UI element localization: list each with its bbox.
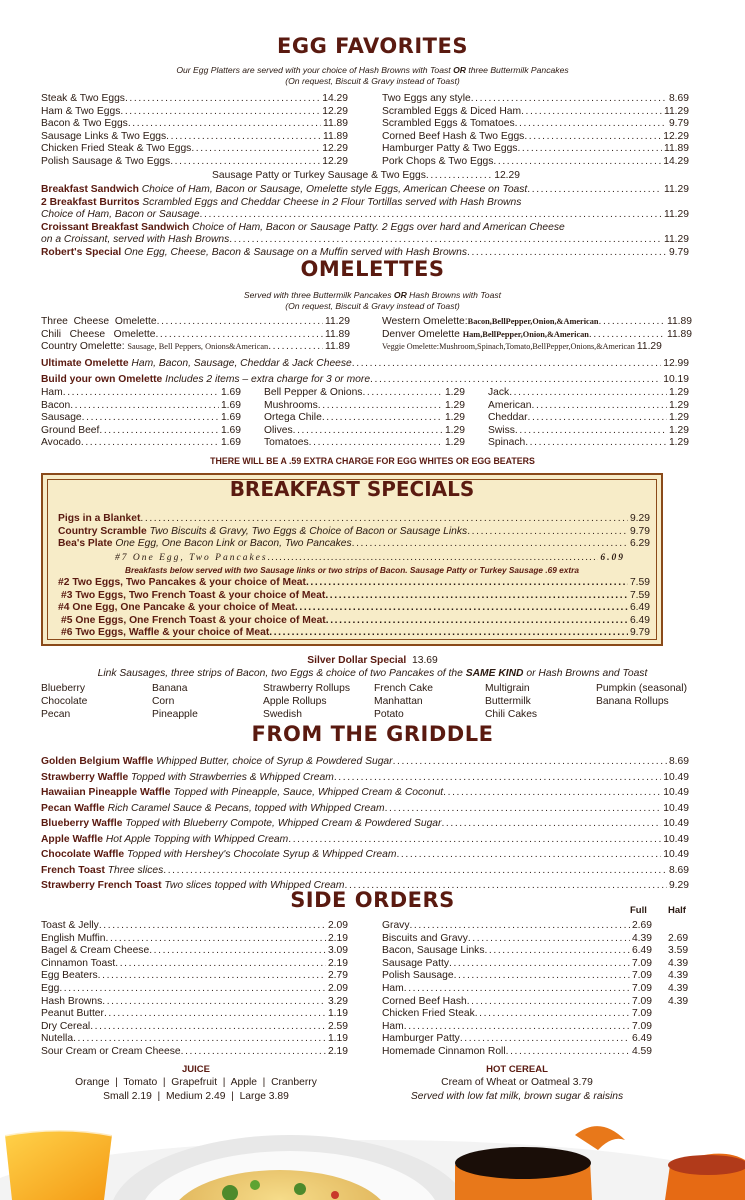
addon-col-1: Ham ..... 1.69 Bacon ..... 1.69 Sausage ..... 1.69 Ground Beef ..... 1.69 Avocado ..... 1.69 (41, 387, 241, 450)
menu-item-continued: Choice of Ham, Bacon or Sausage ..... 11.29 (41, 209, 689, 222)
egg-favorites-title: EGG FAVORITES (277, 34, 468, 58)
menu-item: Bea's Plate One Egg, One Bacon Link or Bacon, Two Pancakes ..... 6.29 (58, 538, 650, 551)
breakfast-specials-panel (41, 473, 663, 646)
food-photo-strip (0, 1105, 745, 1200)
menu-item: Hamburger Patty & Two Eggs ..... 11.89 (382, 143, 689, 156)
breakfast-photo (0, 1105, 745, 1200)
silver-dollar-heading: Silver Dollar Special 13.69 (307, 655, 438, 666)
griddle-title: FROM THE GRIDDLE (251, 722, 494, 746)
menu-item: Blueberry Waffle Topped with Blueberry Compote, Whipped Cream & Powdered Sugar ..... 10.49 (41, 816, 689, 832)
juice-flavors: Orange | Tomato | Grapefruit | Apple | Cranberry (75, 1076, 317, 1088)
menu-item: Chocolate Waffle Topped with Hershey's Chocolate Syrup & Whipped Cream ..... 10.49 (41, 847, 689, 863)
egg-white-notice: THERE WILL BE A .59 EXTRA CHARGE FOR EGG WHITES OR EGG BEATERS (210, 456, 535, 466)
menu-item: Pigs in a Blanket ..... 9.29 (58, 513, 650, 526)
pancake-flavors: Blueberry Chocolate Pecan Banana Corn Pineapple Strawberry Rollups Apple Rollups Swedish French Cake Manhattan Potato Multigrain Buttermilk Chili Cakes Pumpkin (seasonal) Banana Rollups (41, 683, 687, 720)
menu-item: #6 Two Eggs, Waffle & your choice of Meat ..... 9.79 (61, 627, 650, 640)
egg-subtitle-2: (On request, Biscuit & Gravy instead of Toast) (285, 76, 460, 86)
addon-col-2: Bell Pepper & Onions ..... 1.29 Mushrooms ..... 1.29 Ortega Chile ..... 1.29 Olives ..... 1.29 Tomatoes ..... 1.29 (264, 387, 465, 450)
juice-title: JUICE (182, 1064, 210, 1075)
menu-item-continued: on a Croissant, served with Hash Browns ..... 11.29 (41, 234, 689, 247)
menu-item: Denver Omelette Ham,BellPepper,Onion,&American ..... 11.89 (382, 329, 692, 342)
omelettes-subtitle-2: (On request, Biscuit & Gravy instead of Toast) (285, 301, 460, 311)
menu-item: Pecan Waffle Rich Caramel Sauce & Pecans, topped with Whipped Cream ..... 10.49 (41, 801, 689, 817)
sides-left-list: Toast & Jelly ..... 2.09 English Muffin ..... 2.19 Bagel & Cream Cheese ..... 3.09 Cinnamon Toast ..... 2.19 Egg Beaters ..... 2.79 Egg ..... 2.09 Hash Browns ..... 3.29 Peanut Butter ..... 1.19 Dry Cereal ..... 2.59 Nutella ..... 1.19 Sour Cream or Cream Cheese ..... 2.19 (41, 920, 348, 1059)
egg-subtitle: Our Egg Platters are served with your choice of Hash Browns with Toast OR three Buttermilk Pancakes (176, 65, 569, 75)
menu-item: 2 Breakfast Burritos Scrambled Eggs and Cheddar Cheese in 2 Flour Tortillas served with Hash Browns (41, 196, 522, 208)
menu-item: Chili Cheese Omelette ..... 11.89 (41, 329, 350, 342)
menu-item: Pork Chops & Two Eggs ..... 14.29 (382, 156, 689, 169)
juice-sizes: Small 2.19 | Medium 2.49 | Large 3.89 (103, 1091, 289, 1103)
addon-col-3: Jack ..... 1.29 American ..... 1.29 Cheddar ..... 1.29 Swiss ..... 1.29 Spinach ..... 1.29 (488, 387, 689, 450)
menu-item: Build your own Omelette Includes 2 items – extra charge for 3 or more ..... 10.19 (41, 374, 689, 387)
cereal-block (362, 1064, 672, 1104)
breakfast-specials-title: BREAKFAST SPECIALS (229, 477, 475, 501)
menu-item: Breakfast Sandwich Choice of Ham, Bacon or Sausage, Omelette style Eggs, American Cheese on Toast ..... 11.29 (41, 184, 689, 197)
menu-item: Strawberry French Toast Two slices topped with Whipped Cream ..... 9.29 (41, 878, 689, 894)
omelette-right-list (382, 316, 692, 354)
omelettes-title: OMELETTES (300, 257, 445, 281)
menu-item: #2 Two Eggs, Two Pancakes & your choice of Meat ..... 7.59 (58, 577, 650, 590)
menu-item: Ultimate Omelette Ham, Bacon, Sausage, Cheddar & Jack Cheese ..... 12.99 (41, 358, 689, 371)
menu-item: Hawaiian Pineapple Waffle Topped with Pineapple, Sauce, Whipped Cream & Coconut ..... 10.49 (41, 785, 689, 801)
egg-left-list (41, 93, 348, 169)
specials-note: Breakfasts below served with two Sausage links or two strips of Bacon. Sausage Patty or Turkey Sausage .69 extra (124, 565, 580, 575)
menu-item: Veggie Omelette:Mushroom,Spinach,Tomato,BellPepper,Onions,&American 11.29 (382, 341, 662, 353)
menu-item: French Toast Three slices ..... 8.69 (41, 863, 689, 879)
menu-item: Golden Belgium Waffle Whipped Butter, choice of Syrup & Powdered Sugar ..... 8.69 (41, 754, 689, 770)
sides-right-list: Gravy ..... 2.69 Biscuits and Gravy ..... 4.39 Bacon, Sausage Links ..... 6.49 Sausage Patty ..... 7.09 Polish Sausage ..... 7.09 Ham ..... 7.09 Corned Beef Hash ..... 7.09 Chicken Fried Steak ..... 7.09 Ham ..... 7.09 Hamburger Patty ..... 6.49 Homemade Cinnamon Roll ..... 4.59 (382, 920, 652, 1059)
menu-item: Polish Sausage & Two Eggs ..... 12.29 (41, 156, 348, 169)
side-orders-title: SIDE ORDERS (290, 888, 455, 912)
menu-item: Two Eggs any style ..... 8.69 (382, 93, 689, 106)
omelettes-subtitle: Served with three Buttermilk Pancakes OR Hash Browns with Toast (243, 290, 502, 300)
patty-line: Sausage Patty or Turkey Sausage & Two Eggs ..... 12.29 (212, 170, 520, 183)
menu-item: Robert's Special One Egg, Cheese, Bacon & Sausage on a Muffin served with Hash Browns ..... 9.79 (41, 247, 689, 260)
cereal-note: Served with low fat milk, brown sugar & raisins (410, 1091, 624, 1103)
menu-item: Scrambled Eggs & Diced Ham ..... 11.29 (382, 106, 689, 119)
menu-item: Corned Beef Hash & Two Eggs ..... 12.29 (382, 131, 689, 144)
menu-item: #5 One Eggs, One French Toast & your choice of Meat ..... 6.49 (61, 615, 650, 628)
omelette-left-list (41, 316, 350, 354)
menu-item: Strawberry Waffle Topped with Strawberries & Whipped Cream ..... 10.49 (41, 770, 689, 786)
menu-item: Bacon & Two Eggs ..... 11.89 (41, 118, 348, 131)
menu-item: Apple Waffle Hot Apple Topping with Whipped Cream ..... 10.49 (41, 832, 689, 848)
menu-item: Country Scramble Two Biscuits & Gravy, Two Eggs & Choice of Bacon or Sausage Links ..... 9.79 (58, 526, 650, 539)
special-7: #7 One Egg, Two Pancakes ..... 6.09 (115, 552, 625, 565)
griddle-list (41, 754, 689, 894)
juice-block (41, 1064, 351, 1104)
menu-item: Three Cheese Omelette ..... 11.29 (41, 316, 350, 329)
omelette-extra (41, 358, 689, 386)
menu-item: Scrambled Eggs & Tomatoes ..... 9.79 (382, 118, 689, 131)
half-header: Half (668, 905, 686, 916)
menu-item: Steak & Two Eggs ..... 14.29 (41, 93, 348, 106)
menu-item: Ham & Two Eggs ..... 12.29 (41, 106, 348, 119)
egg-extra-items (41, 184, 689, 260)
menu-item: Chicken Fried Steak & Two Eggs ..... 12.29 (41, 143, 348, 156)
cereal-desc: Cream of Wheat or Oatmeal 3.79 (441, 1076, 593, 1088)
egg-right-list (382, 93, 689, 169)
full-header: Full (630, 905, 647, 916)
menu-item: Sausage Links & Two Eggs ..... 11.89 (41, 131, 348, 144)
menu-item: #3 Two Eggs, Two French Toast & your choice of Meat ..... 7.59 (61, 590, 650, 603)
sides-half-prices: 2.69 3.59 4.39 4.39 4.39 4.39 (668, 932, 689, 1007)
menu-item: Western Omelette:Bacon,BellPepper,Onion,&American ..... 11.89 (382, 316, 692, 329)
menu-item: #4 One Egg, One Pancake & your choice of Meat ..... 6.49 (58, 602, 650, 615)
menu-item: Croissant Breakfast Sandwich Choice of Ham, Bacon or Sausage Patty. 2 Eggs over hard and American Cheese (41, 221, 565, 233)
menu-item: Country Omelette: Sausage, Bell Peppers, Onions&American ..... 11.89 (41, 341, 350, 354)
silver-dollar-desc: Link Sausages, three strips of Bacon, two Eggs & choice of two Pancakes of the SAME KIND or Hash Browns and Toast (97, 668, 648, 679)
cereal-title: HOT CEREAL (486, 1064, 548, 1075)
